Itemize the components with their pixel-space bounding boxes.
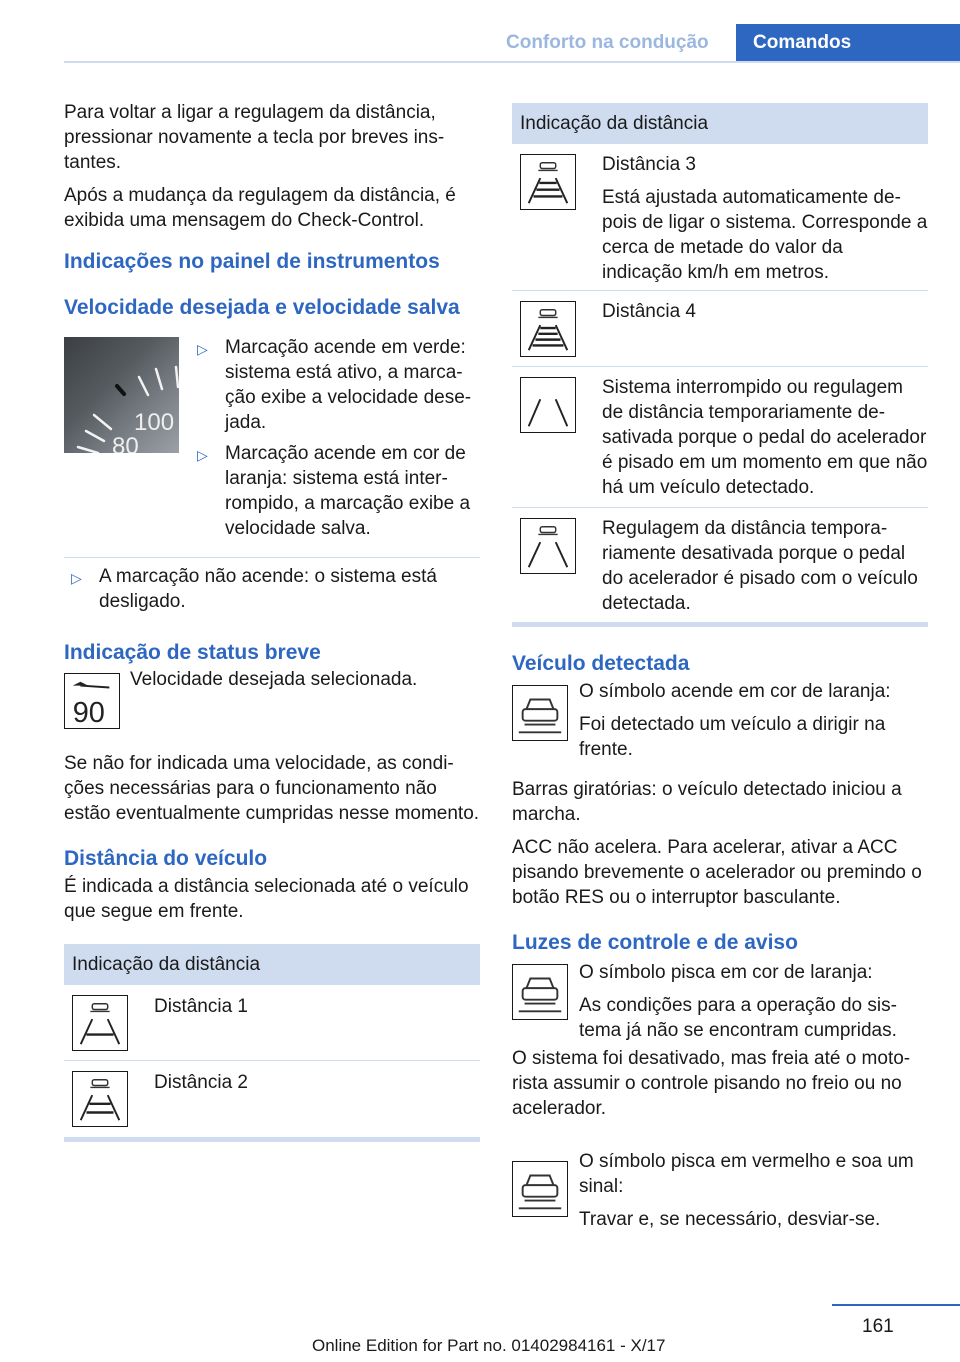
sistema-paragraph: O sistema foi desativado, mas freia até o motorista assumir o controle pisando no freio ou no acelerador. (512, 1048, 911, 1119)
bullet-divider (64, 557, 480, 558)
intro-paragraph-1: Para voltar a ligar a regulagem da distância, pressionar novamente a tecla por breves instantes. (64, 102, 445, 173)
bullet-item: ▷ A marcação não acende: o sistema está desligado. (71, 566, 437, 612)
speedometer-image (64, 337, 179, 453)
bullet-item: ▷ Marcação acende em verde: sistema está ativo, a marcação exibe a velocidade desejada. (197, 337, 472, 433)
left-column (64, 100, 480, 1142)
distance-4-icon (520, 301, 576, 357)
barras-paragraph: Barras giratórias: o veículo detectado iniciou a marcha. (512, 779, 902, 825)
intro-paragraph-2: Após a mudança da regulagem da distância, é exibida uma mensagem do Check-Control. (64, 185, 456, 231)
table-row (512, 291, 928, 367)
car-front-icon (512, 1161, 568, 1217)
footer-edition: Online Edition for Part no. 01402984161 - X/17 (312, 1336, 666, 1355)
page-number: 161 (862, 1316, 894, 1337)
car-front-icon (512, 964, 568, 1020)
bullet-item: ▷ Marcação acende em cor de laranja: sistema está interrompido, a marcação exibe a velocidade salva. (197, 443, 471, 539)
right-column (512, 103, 928, 1233)
header-tab-comandos: Comandos (736, 24, 960, 63)
distance-2-icon (72, 1071, 128, 1127)
distance-1-icon (72, 995, 128, 1051)
luzes-text-4: Travar e, se necessário, desviar-se. (579, 1209, 881, 1230)
distance-table-right (512, 103, 928, 627)
veiculo-text-1: O símbolo acende em cor de laranja: (579, 681, 891, 702)
distance-4-title: Distância 4 (602, 301, 696, 322)
heading-luzes: Luzes de controle e de aviso (512, 931, 798, 954)
status-row (64, 669, 480, 733)
luzes-row-2 (512, 1149, 928, 1233)
heading-indicacoes: Indicações no painel de instrumentos (64, 250, 440, 273)
table-end-bar (64, 1137, 480, 1142)
table-row (512, 367, 928, 508)
distance-3-text: Está ajustada automaticamente depois de ligar o sistema. Corresponde a cerca de metade do valor da indicação km/h em metros. (602, 187, 928, 283)
veiculo-row (512, 683, 928, 759)
heading-velocidade: Velocidade desejada e velocidade salva (64, 296, 460, 319)
distance-2-label: Distância 2 (154, 1072, 248, 1093)
gauge-label-100: 100 (134, 409, 175, 436)
velocidade-block (64, 335, 480, 557)
veiculo-text-2: Foi detectado um veículo a dirigir na frente. (579, 714, 886, 760)
luzes-text-2: As condições para a operação do sistema já não se encontram cumpridas. (579, 995, 897, 1041)
header-section: Conforto na condução (506, 32, 709, 53)
car-front-icon (512, 685, 568, 741)
speed-paragraph: Se não for indicada uma velocidade, as condições necessárias para o funcionamento não estão eventualmente cumpridas nesse momento. (64, 753, 480, 824)
heading-status: Indicação de status breve (64, 641, 321, 664)
distance-3-icon (520, 154, 576, 210)
triangle-bullet-icon: ▷ (71, 570, 82, 586)
table-header: Indicação da distância (512, 103, 928, 144)
road-lines-icon (520, 377, 576, 433)
vehicle-road-icon (520, 518, 576, 574)
speed-90-icon (64, 673, 120, 729)
distance-1-label: Distância 1 (154, 996, 248, 1017)
status-text: Velocidade desejada selecionada. (130, 669, 418, 690)
heading-veiculo: Veículo detectada (512, 652, 690, 675)
triangle-bullet-icon: ▷ (197, 447, 208, 463)
deactivated-text: Regulagem da distância temporariamente desativada porque o pedal do acelerador é pisado com o veículo detectada. (602, 518, 918, 614)
distancia-paragraph: É indicada a distância selecionada até o veículo que segue em frente. (64, 876, 469, 922)
table-row (512, 508, 928, 622)
table-row (64, 1061, 480, 1137)
svg-text:90: 90 (72, 697, 105, 728)
heading-distancia: Distância do veículo (64, 847, 268, 870)
table-row (64, 985, 480, 1061)
table-row (512, 144, 928, 291)
table-end-bar (512, 622, 928, 627)
interrupted-text: Sistema interrompido ou regulagem de distância temporariamente desativada porque o pedal do acelerador é pisado em um momento em que não há um veículo detectado. (602, 377, 928, 498)
luzes-text-3: O símbolo pisca em vermelho e soa um sinal: (579, 1151, 914, 1197)
header-rule (64, 61, 960, 63)
footer-rule (832, 1304, 960, 1306)
luzes-text-1: O símbolo pisca em cor de laranja: (579, 962, 873, 983)
distance-3-title: Distância 3 (602, 154, 696, 175)
table-header: Indicação da distância (64, 944, 480, 985)
triangle-bullet-icon: ▷ (197, 341, 208, 357)
distance-table-left (64, 944, 480, 1142)
gauge-label-80: 80 (112, 433, 139, 453)
acc-paragraph: ACC não acelera. Para acelerar, ativar a ACC pisando brevemente o acelerador ou premindo o botão RES ou o interruptor basculante. (512, 837, 922, 908)
luzes-row-1 (512, 960, 928, 1044)
